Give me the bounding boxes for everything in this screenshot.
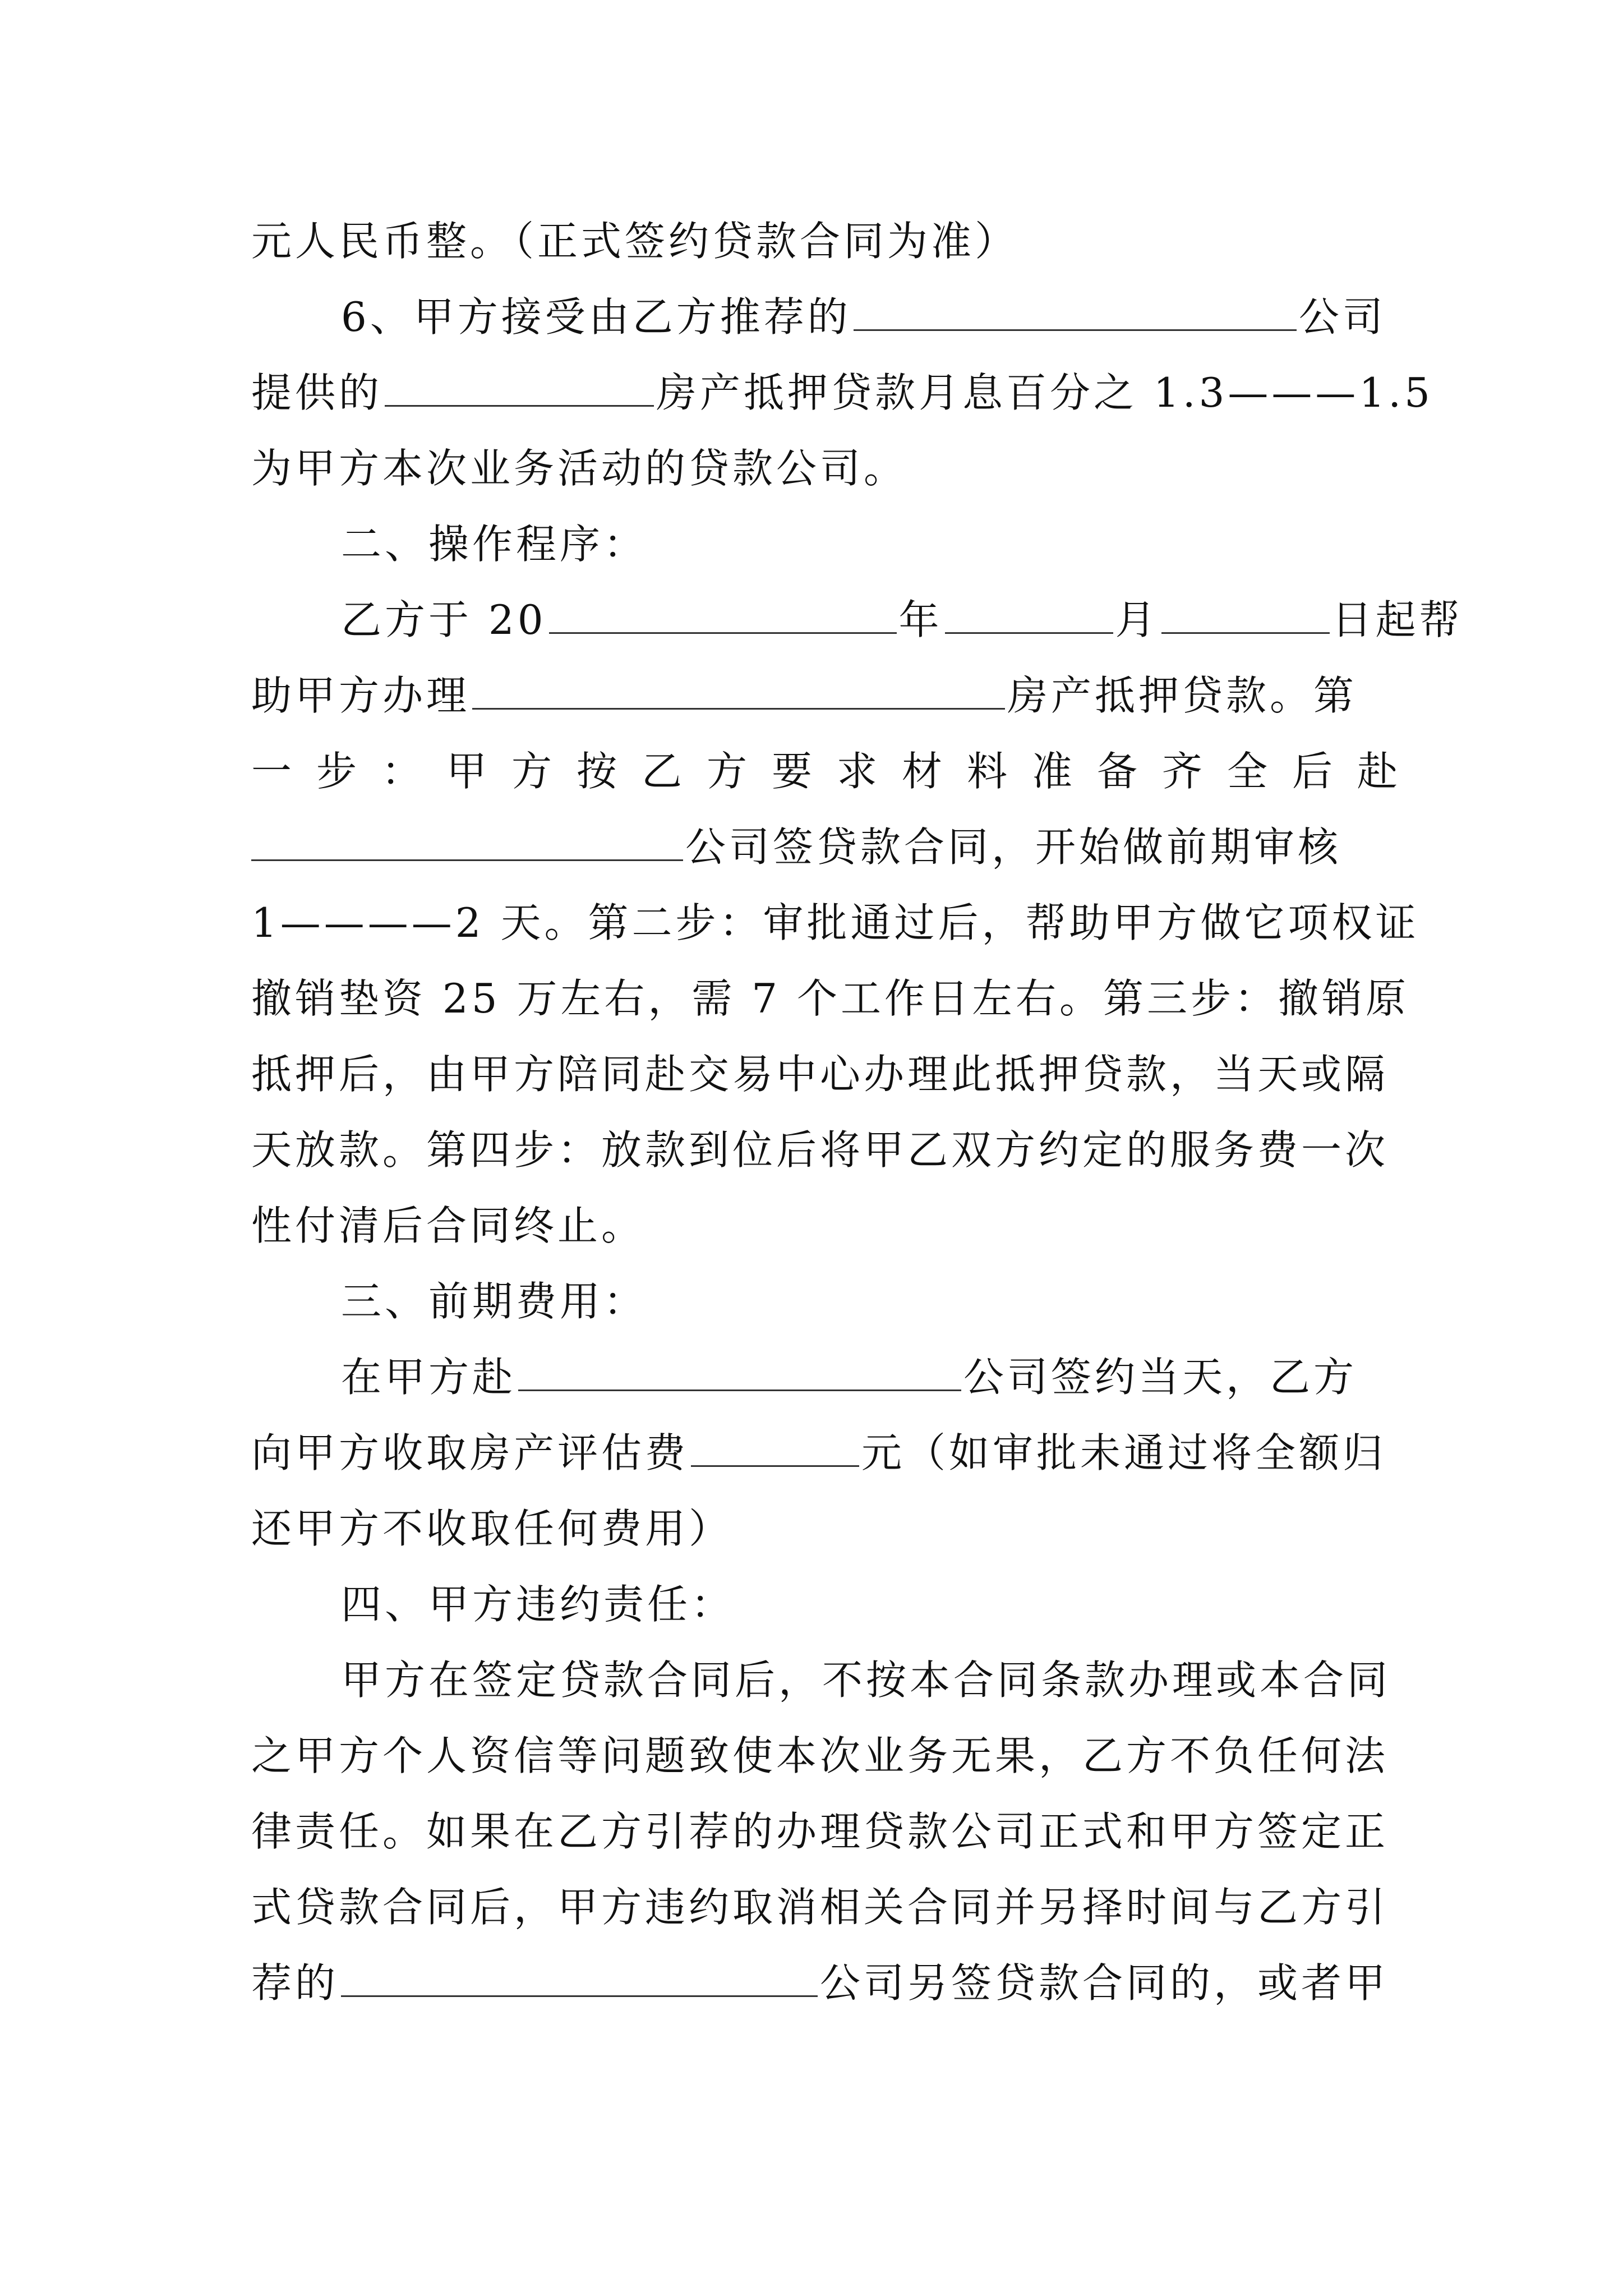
- paragraph-line: [251, 970, 1409, 1027]
- text-segment: 助甲方办理: [251, 672, 471, 719]
- text-segment: 性付清后合同终止。: [251, 1202, 645, 1249]
- text-segment: 房产抵押贷款。第: [1007, 672, 1358, 719]
- paragraph-line: [251, 1501, 1373, 1557]
- text-segment: 6、甲方接受由乙方推荐的: [341, 293, 851, 341]
- blank-field[interactable]: [385, 371, 654, 407]
- blank-field[interactable]: [518, 1356, 961, 1391]
- text-segment: 元人民币整。（正式签约贷款合同为准）: [251, 218, 1019, 265]
- text-segment: 元（如审批未通过将全额归: [861, 1429, 1387, 1476]
- paragraph-line: [341, 1349, 1463, 1405]
- text-segment: 为甲方本次业务活动的贷款公司。: [251, 445, 908, 492]
- section-heading: [341, 1273, 1463, 1329]
- blank-field[interactable]: [472, 674, 1005, 710]
- text-segment: 天放款。第四步：放款到位后将甲乙双方约定的服务费一次: [251, 1126, 1389, 1174]
- paragraph-line: [341, 1652, 1463, 1708]
- text-segment: 甲方在签定贷款合同后，不按本合同条款办理或本合同: [341, 1657, 1391, 1704]
- blank-field[interactable]: [251, 826, 683, 861]
- paragraph-line: [251, 743, 1423, 799]
- text-segment: 提供的: [251, 369, 383, 416]
- paragraph-line: [251, 668, 1373, 724]
- paragraph-line: [251, 1046, 1389, 1102]
- text-segment: 公司签贷款合同，开始做前期审核: [685, 823, 1342, 871]
- text-segment: 月: [1115, 596, 1159, 643]
- section-heading: [341, 1576, 1463, 1632]
- text-segment: 向甲方收取房产评估费: [251, 1429, 689, 1476]
- blank-field[interactable]: [549, 599, 897, 634]
- paragraph-line: [341, 592, 1463, 648]
- text-segment: 抵押后，由甲方陪同赴交易中心办理此抵押贷款，当天或隔: [251, 1051, 1389, 1098]
- heading-text: 二、操作程序：: [341, 521, 648, 568]
- text-segment: 年: [898, 596, 943, 643]
- blank-field[interactable]: [854, 296, 1297, 331]
- paragraph-line: [251, 1198, 1373, 1254]
- paragraph-line: [251, 819, 1373, 875]
- paragraph-line: [251, 1955, 1389, 2011]
- text-segment: 撤销垫资 25 万左右，需 7 个工作日左右。第三步：撤销原: [251, 975, 1409, 1022]
- text-segment: 之甲方个人资信等问题致使本次业务无果，乙方不负任何法: [251, 1732, 1389, 1779]
- text-segment: 在甲方赴: [341, 1354, 517, 1401]
- text-segment: 公司另签贷款合同的，或者甲: [820, 1959, 1389, 2007]
- paragraph-line: [251, 1728, 1389, 1784]
- paragraph-line: [251, 365, 1433, 421]
- text-segment: 荐的: [251, 1959, 339, 2007]
- paragraph-line: [251, 895, 1419, 951]
- paragraph-line: [251, 1803, 1389, 1860]
- text-segment: 日起帮: [1331, 596, 1463, 643]
- paragraph-line: [251, 1425, 1387, 1481]
- text-segment: 式贷款合同后，甲方违约取消相关合同并另择时间与乙方引: [251, 1884, 1389, 1931]
- clause-6-line: [341, 289, 1463, 345]
- blank-field[interactable]: [945, 599, 1113, 634]
- paragraph-line: [251, 1122, 1389, 1178]
- paragraph-line: [251, 213, 1373, 269]
- paragraph-line: [251, 440, 1373, 496]
- paragraph-line: [251, 1879, 1389, 1935]
- text-segment: 公司: [1298, 293, 1386, 341]
- text-segment: 房产抵押贷款月息百分之 1.3———1.5: [656, 369, 1433, 416]
- text-segment: 一步：甲方按乙方要求材料准备齐全后赴: [251, 748, 1423, 795]
- blank-field[interactable]: [1161, 599, 1330, 634]
- text-segment: 公司签约当天，乙方: [963, 1354, 1358, 1401]
- blank-field[interactable]: [341, 1962, 818, 1997]
- heading-text: 四、甲方违约责任：: [341, 1581, 735, 1628]
- text-segment: 乙方于 20: [341, 596, 547, 643]
- blank-field[interactable]: [691, 1432, 859, 1467]
- text-segment: 还甲方不收取任何费用）: [251, 1505, 733, 1552]
- text-segment: 律责任。如果在乙方引荐的办理贷款公司正式和甲方签定正: [251, 1808, 1389, 1855]
- section-heading: [341, 516, 1463, 572]
- text-segment: 1————2 天。第二步：审批通过后，帮助甲方做它项权证: [251, 899, 1419, 946]
- heading-text: 三、前期费用：: [341, 1278, 648, 1325]
